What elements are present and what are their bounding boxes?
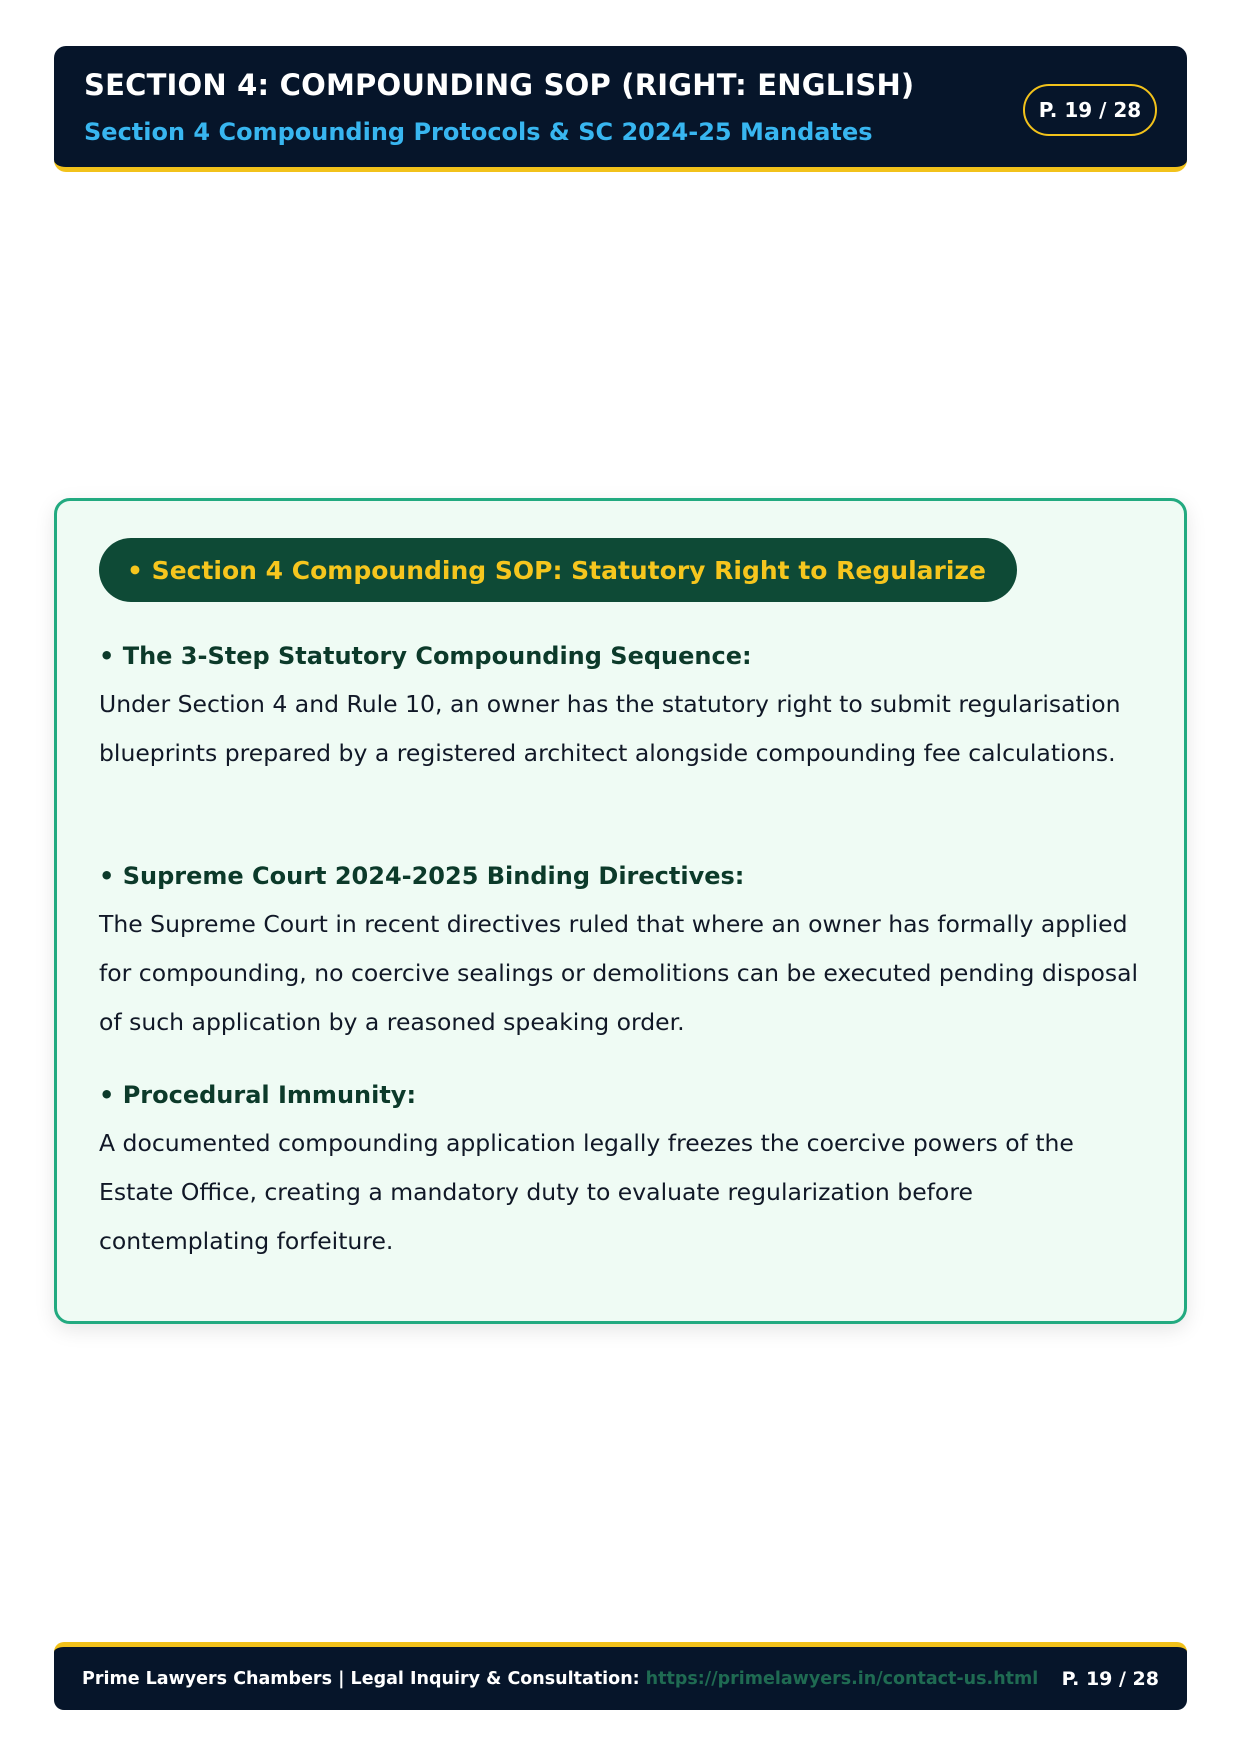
section-body-procedural-immunity: A documented compounding application legally freezes the coercive powers of the Estate Office, creating a mandatory duty to evaluate regularization before contemplating forfeiture. [99, 1129, 1074, 1255]
section-heading-compounding-sequence: • The 3-Step Statutory Compounding Sequence: [99, 642, 752, 670]
card-title-pill: • Section 4 Compounding SOP: Statutory Right to Regularize [99, 538, 1017, 602]
footer-firm-label: Prime Lawyers Chambers | Legal Inquiry & Consultation: [82, 1668, 640, 1689]
page-header [54, 46, 1187, 172]
header-title: SECTION 4: COMPOUNDING SOP (RIGHT: ENGLISH) [84, 68, 915, 102]
header-subtitle: Section 4 Compounding Protocols & SC 2024-25 Mandates [84, 118, 873, 146]
section-body-compounding-sequence: Under Section 4 and Rule 10, an owner has the statutory right to submit regularisation blueprints prepared by a registered architect alongside compounding fee calculations. [99, 690, 1121, 767]
section-heading-supreme-court: • Supreme Court 2024-2025 Binding Directives: [99, 862, 745, 890]
footer-page-number: P. 19 / 28 [1061, 1667, 1159, 1690]
page-footer [54, 1642, 1187, 1710]
page-number-badge: P. 19 / 28 [1023, 84, 1157, 136]
contact-link[interactable]: https://primelawyers.in/contact-us.html [645, 1668, 1039, 1689]
footer-text [82, 1647, 1038, 1710]
content-card [54, 498, 1187, 1324]
section-body-supreme-court: The Supreme Court in recent directives ruled that where an owner has formally applied for compounding, no coercive sealings or demolitions can be executed pending disposal of such application by a reasoned speaking order. [99, 910, 1139, 1036]
section-heading-procedural-immunity: • Procedural Immunity: [99, 1081, 417, 1109]
